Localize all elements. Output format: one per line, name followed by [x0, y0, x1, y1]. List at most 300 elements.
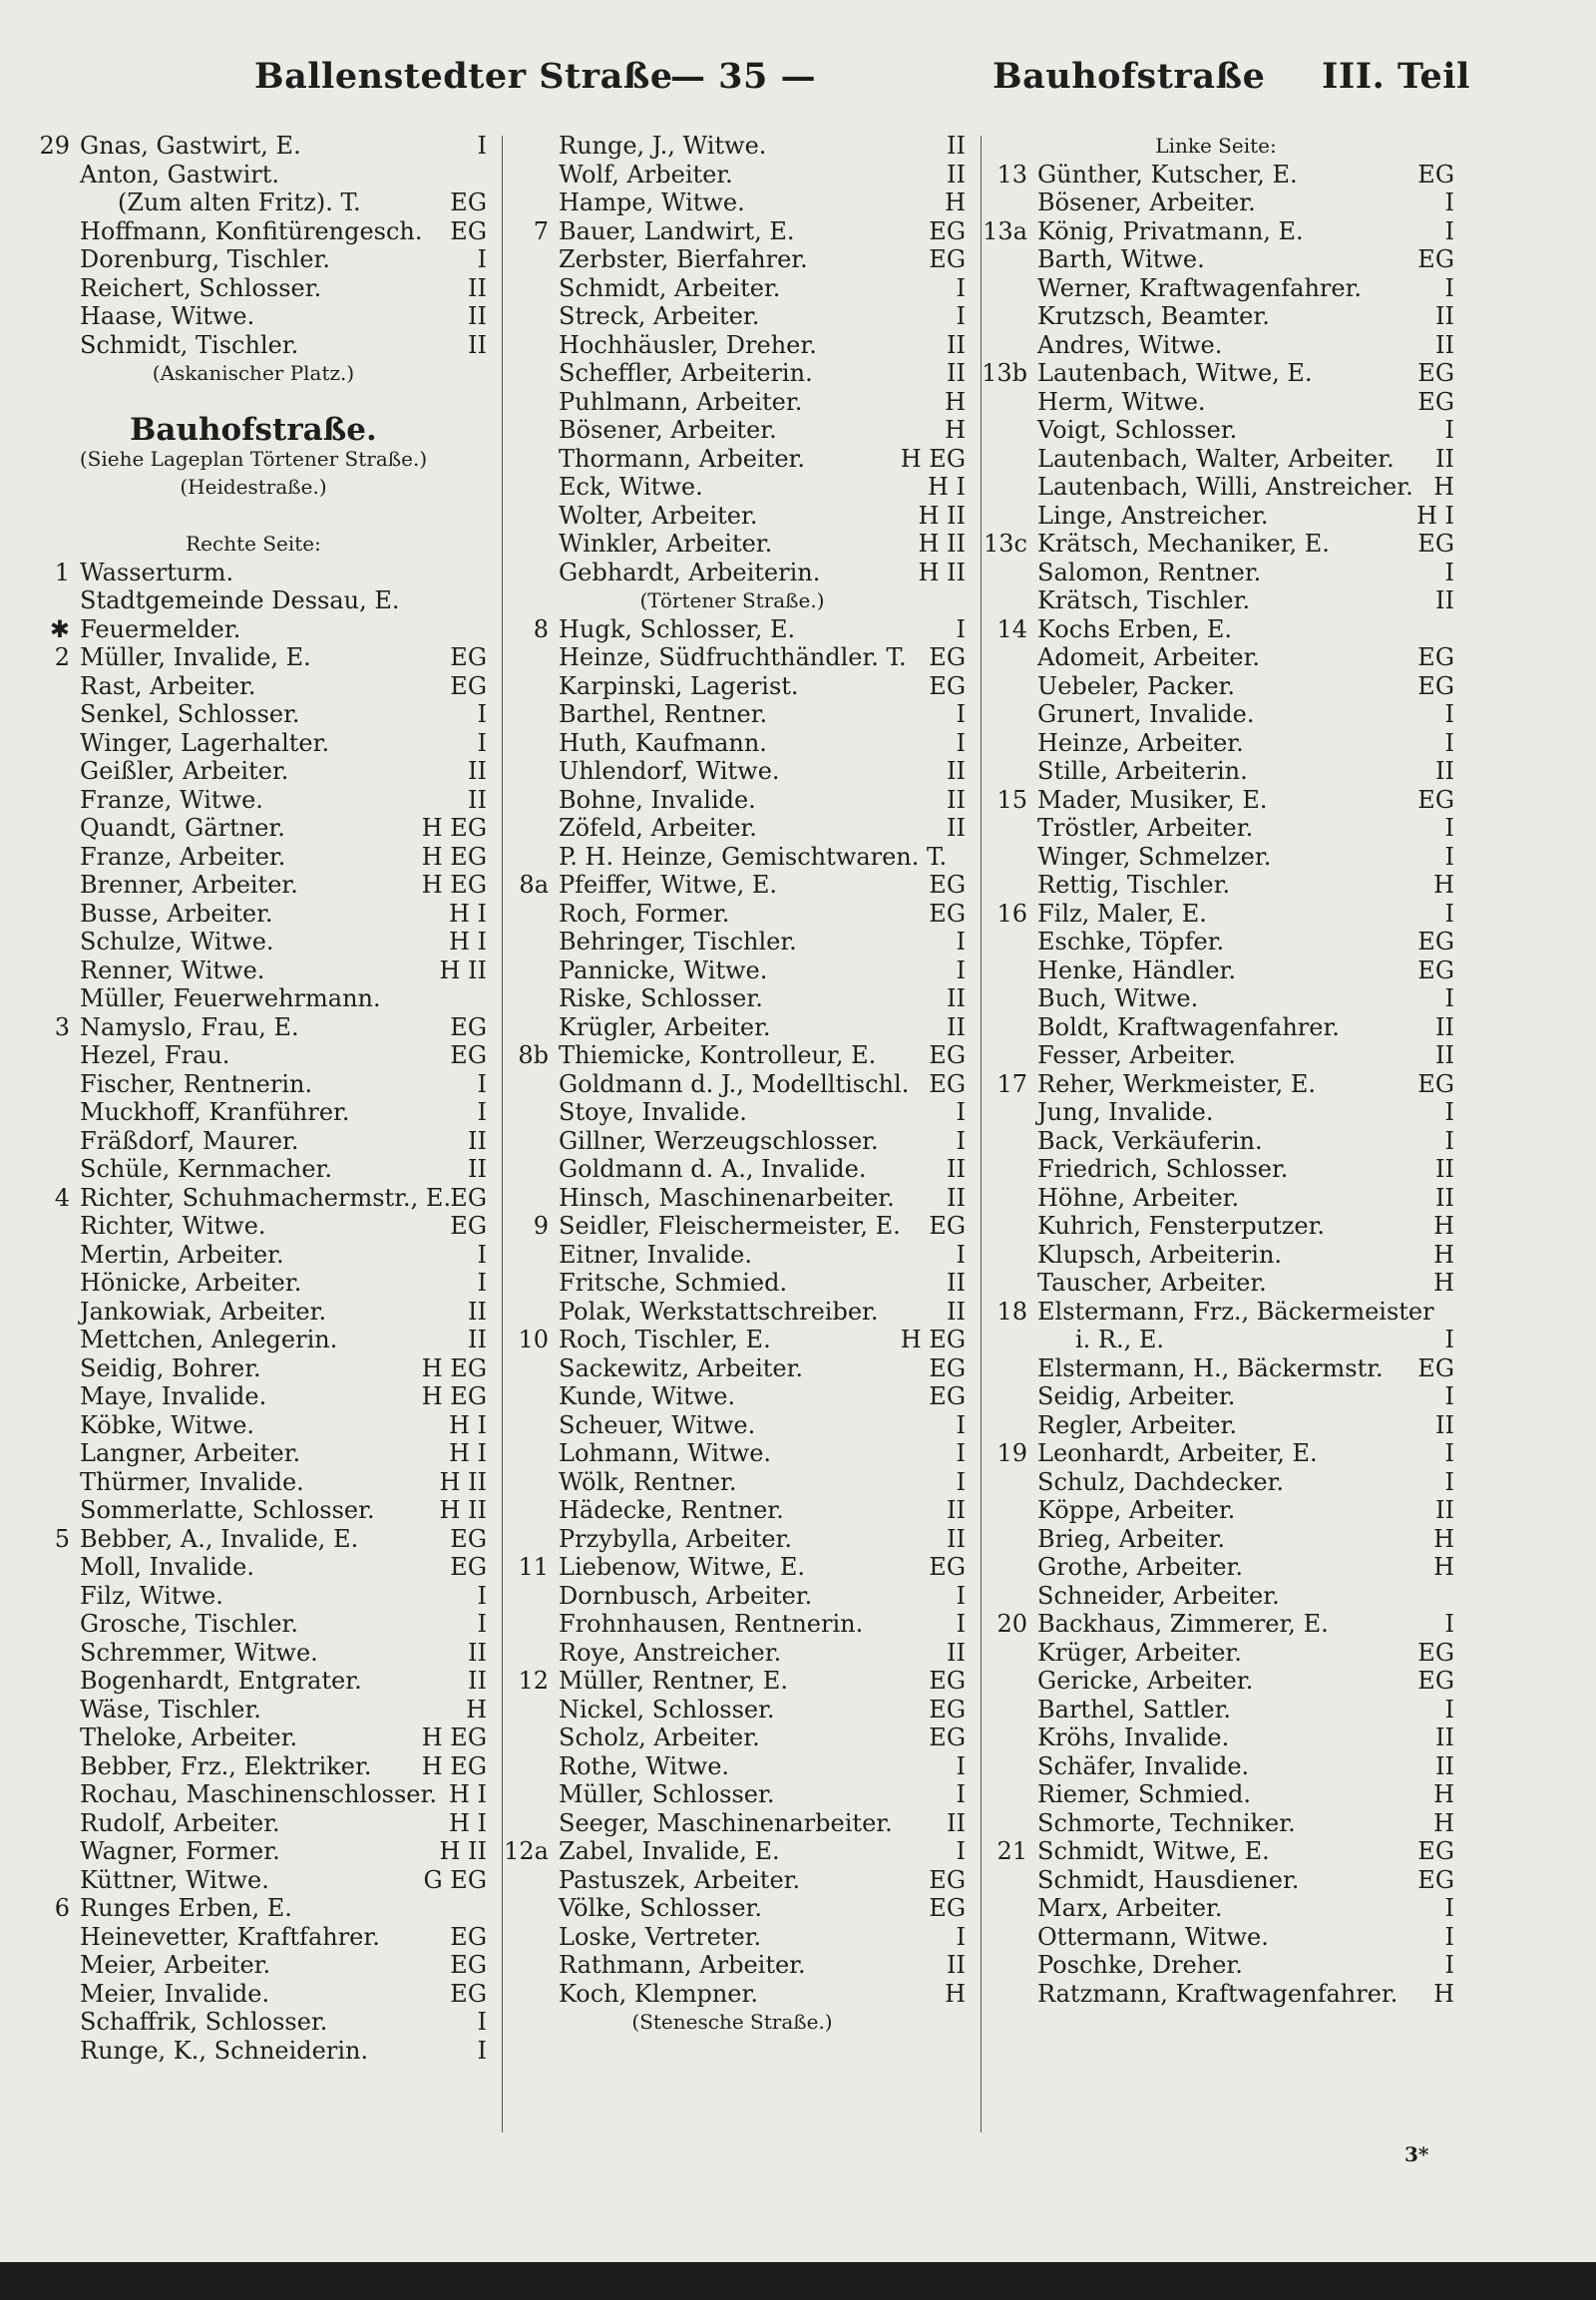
floor-label: II — [468, 1326, 487, 1353]
resident-name: Anton, Gastwirt. — [80, 160, 280, 189]
directory-entry — [499, 502, 966, 531]
directory-entry — [978, 1923, 1454, 1952]
floor-label: I — [477, 1581, 487, 1610]
resident-name: Huth, Kaufmann. — [559, 728, 767, 757]
directory-entry — [499, 530, 966, 559]
directory-entry — [499, 957, 966, 985]
resident-name: Eschke, Töpfer. — [1037, 928, 1225, 956]
floor-label: H — [1433, 1780, 1454, 1808]
floor-label: I — [956, 1410, 966, 1439]
floor-label: II — [947, 984, 966, 1012]
resident-name: Schremmer, Witwe. — [80, 1638, 318, 1667]
directory-entry — [978, 643, 1454, 672]
floor-label: I — [477, 1098, 487, 1126]
directory-entry — [499, 302, 966, 331]
floor-label: I — [956, 1581, 966, 1610]
resident-name: P. H. Heinze, Gemischtwaren. T. — [559, 842, 948, 871]
resident-name: Küttner, Witwe. — [80, 1865, 269, 1894]
directory-entry — [978, 1041, 1454, 1070]
directory-entry — [20, 871, 487, 900]
floor-label: II — [1435, 330, 1454, 359]
directory-entry — [499, 1667, 966, 1696]
resident-name: Filz, Maler, E. — [1037, 899, 1207, 928]
directory-entry — [20, 1127, 487, 1156]
floor-label: I — [1444, 1098, 1454, 1126]
floor-label: H — [945, 1979, 966, 2008]
directory-entry — [499, 1269, 966, 1298]
directory-entry — [20, 2008, 487, 2037]
resident-name: Runges Erben, E. — [80, 1894, 292, 1922]
floor-label: II — [1435, 586, 1454, 614]
floor-label: I — [1444, 1467, 1454, 1496]
floor-label: I — [956, 1922, 966, 1951]
directory-entry — [499, 217, 966, 246]
resident-name: Thiemicke, Kontrolleur, E. — [559, 1041, 877, 1069]
floor-label: I — [956, 1098, 966, 1126]
floor-label: H II — [918, 558, 966, 586]
resident-name: Schmidt, Arbeiter. — [559, 273, 781, 302]
directory-entry — [978, 1212, 1454, 1241]
directory-entry — [978, 729, 1454, 758]
floor-label: I — [1444, 1695, 1454, 1724]
resident-name: Goldmann d. A., Invalide. — [559, 1155, 867, 1183]
floor-label: EG — [1417, 1069, 1454, 1098]
directory-entry — [20, 984, 487, 1013]
house-number: 4 — [54, 1183, 70, 1212]
floor-label: H EG — [421, 842, 487, 871]
resident-name: Heinevetter, Kraftfahrer. — [80, 1922, 380, 1951]
directory-entry — [499, 1696, 966, 1725]
resident-name: Köbke, Witwe. — [80, 1410, 255, 1439]
directory-entry — [499, 2008, 966, 2037]
floor-label: II — [468, 1638, 487, 1667]
house-number: 17 — [997, 1069, 1027, 1098]
floor-label: H — [1433, 1240, 1454, 1269]
resident-name: Richter, Schuhmachermstr., E. — [80, 1183, 452, 1212]
resident-name: Sackewitz, Arbeiter. — [559, 1353, 804, 1382]
floor-label: H EG — [421, 1724, 487, 1751]
directory-entry — [978, 1951, 1454, 1980]
resident-name: Werner, Kraftwagenfahrer. — [1037, 273, 1363, 302]
directory-entry — [499, 757, 966, 786]
directory-entry — [499, 1525, 966, 1554]
floor-label: I — [1444, 728, 1454, 757]
house-number: 13a — [983, 216, 1027, 245]
resident-name: Riske, Schlosser. — [559, 984, 763, 1012]
directory-entry — [499, 1070, 966, 1099]
directory-entry — [20, 900, 487, 929]
resident-name: Gillner, Werzeugschlosser. — [559, 1126, 879, 1155]
directory-entry — [978, 871, 1454, 900]
floor-label: H I — [448, 928, 487, 956]
resident-name: Marx, Arbeiter. — [1037, 1894, 1223, 1922]
floor-label: H — [945, 387, 966, 416]
floor-label: EG — [929, 1553, 966, 1581]
directory-entry — [20, 530, 487, 559]
house-number: 13 — [997, 160, 1027, 189]
floor-label: H — [945, 189, 966, 216]
directory-entry — [20, 928, 487, 957]
resident-name: Wäse, Tischler. — [80, 1695, 261, 1724]
directory-entry — [978, 1525, 1454, 1554]
floor-label: I — [477, 132, 487, 160]
directory-entry — [978, 672, 1454, 701]
resident-name: Rettig, Tischler. — [1037, 871, 1231, 899]
directory-entry — [20, 1980, 487, 2009]
directory-entry — [978, 502, 1454, 531]
directory-entry — [978, 1553, 1454, 1582]
directory-entry — [20, 1411, 487, 1440]
resident-name: Back, Verkäuferin. — [1037, 1126, 1263, 1155]
resident-name: Adomeit, Arbeiter. — [1037, 643, 1261, 671]
resident-name: Hochhäusler, Dreher. — [559, 330, 817, 359]
directory-entry — [978, 1468, 1454, 1497]
floor-label: H EG — [421, 1353, 487, 1382]
directory-entry — [978, 900, 1454, 929]
resident-name: Puhlmann, Arbeiter. — [559, 387, 803, 416]
resident-name: Feuermelder. — [80, 614, 241, 643]
floor-label: I — [956, 1751, 966, 1780]
floor-label: EG — [1417, 1837, 1454, 1865]
resident-name: Winger, Schmelzer. — [1037, 842, 1272, 871]
resident-name: Zerbster, Bierfahrer. — [559, 245, 808, 273]
resident-name: Dorenburg, Tischler. — [80, 245, 330, 273]
floor-label: II — [947, 757, 966, 785]
resident-name: Hönicke, Arbeiter. — [80, 1269, 302, 1297]
resident-name: Schüle, Kernmacher. — [80, 1155, 332, 1183]
directory-entry — [978, 1724, 1454, 1752]
resident-name: Stadtgemeinde Dessau, E. — [80, 586, 400, 614]
directory-entry — [20, 1809, 487, 1838]
floor-label: II — [468, 757, 487, 785]
directory-entry — [978, 359, 1454, 388]
directory-entry — [499, 586, 966, 615]
directory-entry — [499, 1496, 966, 1525]
directory-entry — [978, 331, 1454, 360]
floor-label: I — [477, 245, 487, 273]
floor-label: H — [466, 1695, 487, 1724]
floor-label: I — [1444, 899, 1454, 928]
header-street-left: Ballenstedter Straße — [254, 56, 673, 97]
directory-entry — [978, 1837, 1454, 1866]
resident-name: Theloke, Arbeiter. — [80, 1724, 298, 1751]
house-number: 16 — [997, 899, 1027, 928]
directory-entry — [978, 1496, 1454, 1525]
floor-label: I — [1444, 814, 1454, 842]
floor-label: EG — [1417, 1865, 1454, 1894]
directory-entry — [978, 161, 1454, 190]
directory-entry — [978, 559, 1454, 587]
header-street-right: Bauhofstraße — [993, 56, 1266, 97]
directory-entry — [20, 1212, 487, 1241]
resident-name: Rathmann, Arbeiter. — [559, 1951, 806, 1979]
floor-label: EG — [450, 1553, 487, 1581]
directory-entry — [20, 1439, 487, 1468]
floor-label: H EG — [421, 871, 487, 899]
directory-entry — [20, 1041, 487, 1070]
directory-entry — [20, 1951, 487, 1980]
directory-entry — [499, 1041, 966, 1070]
resident-name: Hoffmann, Konfitürengesch. — [80, 216, 423, 245]
resident-name: (Zum alten Fritz). T. — [118, 189, 361, 216]
floor-label: II — [947, 814, 966, 842]
directory-entry — [20, 445, 487, 474]
floor-label: EG — [929, 1041, 966, 1069]
floor-label: I — [956, 1439, 966, 1467]
floor-label: EG — [929, 245, 966, 273]
floor-label: EG — [1417, 1638, 1454, 1667]
resident-name: Schulz, Dachdecker. — [1037, 1467, 1285, 1496]
resident-name: Wolter, Arbeiter. — [559, 501, 758, 530]
floor-label: II — [1435, 444, 1454, 473]
directory-entry — [20, 1696, 487, 1725]
floor-label: II — [947, 330, 966, 359]
floor-label: I — [956, 1467, 966, 1496]
resident-name: Rochau, Maschinenschlosser. — [80, 1780, 437, 1808]
floor-label: I — [956, 1837, 966, 1865]
directory-entry — [499, 1468, 966, 1497]
floor-label: I — [956, 302, 966, 330]
directory-entry — [20, 245, 487, 274]
directory-entry — [20, 757, 487, 786]
floor-label: II — [1435, 757, 1454, 785]
house-number: 8 — [533, 614, 549, 643]
directory-entry — [20, 189, 487, 217]
resident-name: Schmidt, Hausdiener. — [1037, 1865, 1300, 1894]
floor-label: EG — [450, 1041, 487, 1069]
directory-entry — [20, 814, 487, 843]
directory-entry — [499, 1582, 966, 1611]
floor-label: I — [1444, 1439, 1454, 1467]
resident-name: Grosche, Tischler. — [80, 1610, 299, 1638]
resident-name: Schulze, Witwe. — [80, 928, 274, 956]
resident-name: Jung, Invalide. — [1037, 1098, 1214, 1126]
resident-name: Scholz, Arbeiter. — [559, 1724, 760, 1751]
resident-name: Voigt, Schlosser. — [1037, 416, 1238, 444]
directory-entry — [20, 1298, 487, 1327]
resident-name: Friedrich, Schlosser. — [1037, 1155, 1289, 1183]
directory-entry — [20, 1241, 487, 1270]
floor-label: II — [947, 160, 966, 189]
directory-entry — [20, 586, 487, 615]
directory-entry — [499, 1951, 966, 1980]
directory-entry — [499, 643, 966, 672]
floor-label: EG — [1417, 671, 1454, 700]
section-note: Rechte Seite: — [186, 532, 321, 556]
house-number: 19 — [997, 1439, 1027, 1467]
resident-name: Bogenhardt, Entgrater. — [80, 1667, 362, 1695]
directory-entry — [20, 1639, 487, 1668]
directory-entry — [499, 274, 966, 303]
resident-name: Thürmer, Invalide. — [80, 1467, 304, 1496]
house-number: 12a — [504, 1837, 549, 1865]
directory-entry — [978, 1866, 1454, 1895]
floor-label: H EG — [421, 1382, 487, 1410]
floor-label: II — [947, 1638, 966, 1667]
directory-entry — [499, 1382, 966, 1411]
directory-entry — [20, 559, 487, 587]
resident-name: Andres, Witwe. — [1037, 330, 1223, 359]
resident-name: Kröhs, Invalide. — [1037, 1724, 1230, 1751]
resident-name: Winkler, Arbeiter. — [559, 530, 773, 558]
floor-label: II — [1435, 1155, 1454, 1183]
resident-name: Zöfeld, Arbeiter. — [559, 814, 757, 842]
directory-entry — [499, 388, 966, 417]
resident-name: Sommerlatte, Schlosser. — [80, 1496, 375, 1524]
directory-entry — [499, 729, 966, 758]
resident-name: Roch, Former. — [559, 899, 730, 928]
directory-entry — [20, 1752, 487, 1781]
floor-label: II — [1435, 1410, 1454, 1439]
resident-name: Roch, Tischler, E. — [559, 1326, 771, 1353]
directory-entry — [20, 2037, 487, 2066]
directory-entry — [978, 1184, 1454, 1213]
floor-label: I — [956, 728, 966, 757]
directory-entry — [499, 1553, 966, 1582]
floor-label: II — [1435, 302, 1454, 330]
floor-label: H — [1433, 1212, 1454, 1240]
floor-label: I — [956, 956, 966, 984]
floor-label: II — [947, 1951, 966, 1979]
floor-label: EG — [929, 1382, 966, 1410]
floor-label: EG — [929, 899, 966, 928]
resident-name: Brenner, Arbeiter. — [80, 871, 298, 899]
directory-entry — [499, 245, 966, 274]
resident-name: Hädecke, Rentner. — [559, 1496, 784, 1524]
directory-entry — [978, 217, 1454, 246]
floor-label: EG — [929, 1667, 966, 1695]
directory-entry — [978, 132, 1454, 161]
resident-name: Mader, Musiker, E. — [1037, 785, 1268, 814]
directory-entry — [20, 502, 487, 531]
directory-entry — [499, 1923, 966, 1952]
directory-entry — [20, 643, 487, 672]
resident-name: Krätsch, Mechaniker, E. — [1037, 530, 1330, 558]
resident-name: Reichert, Schlosser. — [80, 273, 322, 302]
resident-name: Meier, Invalide. — [80, 1979, 270, 2008]
directory-entry — [20, 843, 487, 872]
resident-name: Heinze, Südfruchthändler. T. — [559, 643, 907, 671]
resident-name: Fritsche, Schmied. — [559, 1269, 788, 1297]
resident-name: Pannicke, Witwe. — [559, 956, 768, 984]
floor-label: I — [956, 1610, 966, 1638]
directory-entry — [499, 1980, 966, 2009]
resident-name: Fesser, Arbeiter. — [1037, 1041, 1236, 1069]
directory-entry — [20, 473, 487, 502]
resident-name: Senkel, Schlosser. — [80, 700, 300, 728]
directory-entry — [978, 1411, 1454, 1440]
resident-name: Müller, Rentner, E. — [559, 1667, 788, 1695]
directory-entry — [978, 843, 1454, 872]
floor-label: H II — [439, 956, 487, 984]
directory-entry — [20, 1582, 487, 1611]
resident-name: Eck, Witwe. — [559, 473, 703, 501]
floor-label: I — [1444, 416, 1454, 444]
directory-entry — [978, 1780, 1454, 1809]
floor-label: II — [947, 1269, 966, 1297]
resident-name: i. R., E. — [1075, 1326, 1165, 1353]
floor-label: I — [1444, 700, 1454, 728]
directory-entry — [978, 1354, 1454, 1383]
floor-label: I — [477, 1269, 487, 1297]
resident-name: Bebber, A., Invalide, E. — [80, 1524, 359, 1553]
directory-entry — [978, 1269, 1454, 1298]
floor-label: EG — [1417, 387, 1454, 416]
floor-label: EG — [450, 216, 487, 245]
column-3 — [978, 132, 1454, 2008]
floor-label: II — [1435, 1041, 1454, 1069]
resident-name: Filz, Witwe. — [80, 1581, 223, 1610]
house-number: 7 — [533, 216, 549, 245]
directory-entry — [499, 672, 966, 701]
directory-entry — [20, 1468, 487, 1497]
floor-label: I — [1444, 1922, 1454, 1951]
floor-label: II — [947, 785, 966, 814]
directory-entry — [499, 1326, 966, 1354]
resident-name: Stille, Arbeiterin. — [1037, 757, 1248, 785]
floor-label: II — [947, 1297, 966, 1326]
directory-entry — [978, 615, 1454, 644]
floor-label: H EG — [900, 1326, 966, 1353]
resident-name: Müller, Schlosser. — [559, 1780, 775, 1808]
resident-name: Franze, Witwe. — [80, 785, 263, 814]
directory-entry — [978, 473, 1454, 502]
floor-label: H EG — [900, 444, 966, 473]
resident-name: Zabel, Invalide, E. — [559, 1837, 780, 1865]
house-number: 13b — [982, 359, 1027, 387]
section-note: (Siehe Lageplan Törtener Straße.) — [79, 446, 428, 471]
resident-name: Müller, Feuerwehrmann. — [80, 984, 381, 1012]
resident-name: Gnas, Gastwirt, E. — [80, 132, 301, 160]
resident-name: Runge, J., Witwe. — [559, 132, 767, 160]
floor-label: EG — [929, 1695, 966, 1724]
directory-entry — [20, 1553, 487, 1582]
floor-label: EG — [1417, 1667, 1454, 1695]
resident-name: Kuhrich, Fensterputzer. — [1037, 1212, 1326, 1240]
house-number: 29 — [39, 132, 70, 160]
directory-entry — [20, 412, 487, 448]
floor-label: I — [477, 2036, 487, 2065]
resident-name: Geißler, Arbeiter. — [80, 757, 289, 785]
floor-label: EG — [929, 871, 966, 899]
directory-entry — [499, 1127, 966, 1156]
resident-name: Karpinski, Lagerist. — [559, 671, 799, 700]
directory-entry — [20, 1269, 487, 1298]
resident-name: Völke, Schlosser. — [559, 1894, 763, 1922]
floor-label: EG — [929, 1894, 966, 1922]
floor-label: II — [947, 132, 966, 160]
floor-label: EG — [1417, 785, 1454, 814]
directory-entry — [499, 559, 966, 587]
floor-label: II — [947, 1524, 966, 1553]
floor-label: I — [956, 928, 966, 956]
resident-name: Wagner, Former. — [80, 1837, 280, 1865]
floor-label: II — [947, 1012, 966, 1041]
directory-entry — [499, 1098, 966, 1127]
resident-name: Gebhardt, Arbeiterin. — [559, 558, 821, 586]
floor-label: I — [1444, 1126, 1454, 1155]
house-number: 13c — [984, 530, 1027, 558]
directory-entry — [978, 786, 1454, 815]
directory-entry — [978, 530, 1454, 559]
directory-entry — [499, 1184, 966, 1213]
resident-name: Schmidt, Tischler. — [80, 330, 299, 359]
floor-label: II — [468, 1297, 487, 1326]
floor-label: II — [468, 273, 487, 302]
resident-name: Eitner, Invalide. — [559, 1240, 752, 1269]
header-part: III. Teil — [1322, 56, 1470, 97]
directory-entry — [499, 871, 966, 900]
